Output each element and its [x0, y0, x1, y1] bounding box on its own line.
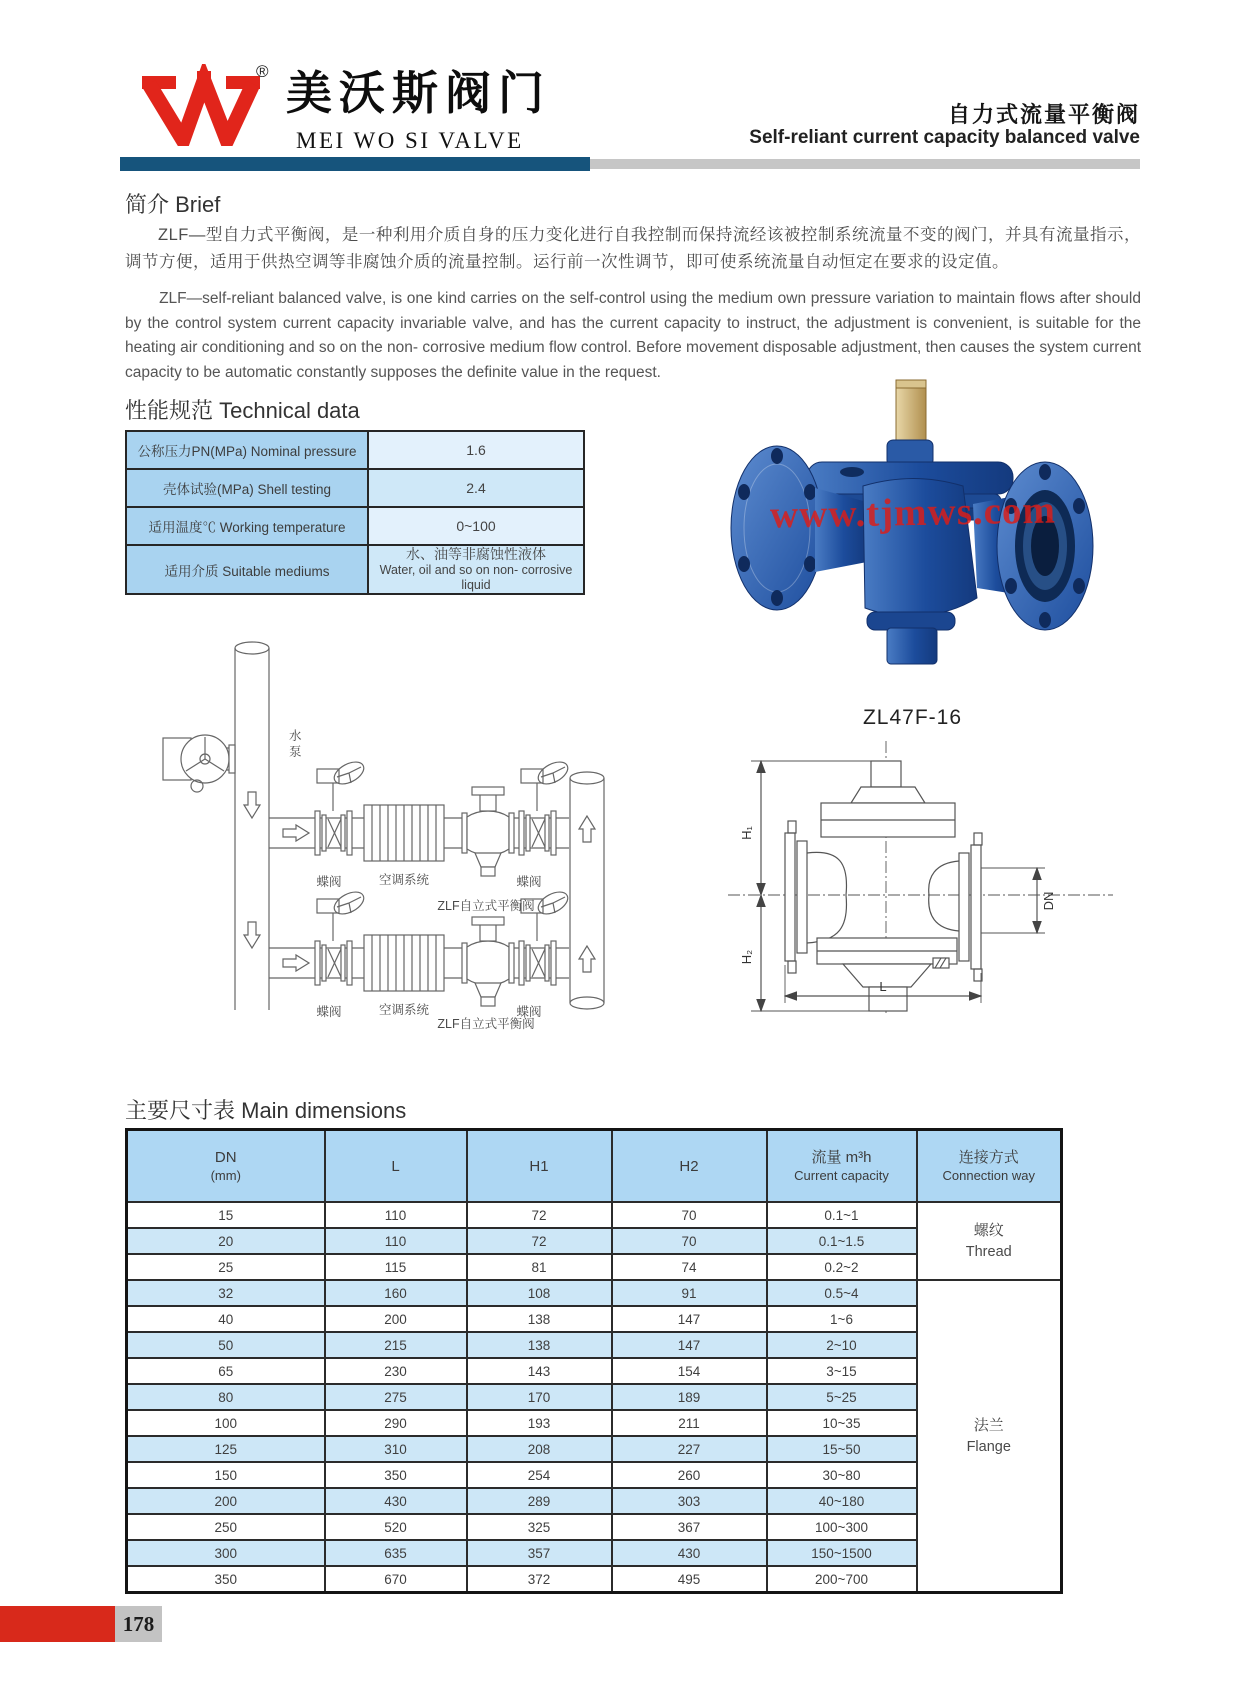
tech-label: 适用温度℃ Working temperature [126, 507, 368, 545]
dim-cell-h2: 260 [612, 1462, 767, 1488]
ac-system-label: 空调系统 [378, 1003, 430, 1017]
page-number: 178 [122, 1611, 155, 1636]
dim-cell-flow: 3~15 [767, 1358, 917, 1384]
dim-cell-l: 200 [325, 1306, 467, 1332]
butterfly-valve-label: 蝶阀 [316, 1005, 342, 1019]
dim-cell-l: 290 [325, 1410, 467, 1436]
dim-cell-dn: 100 [127, 1410, 325, 1436]
dim-l-label: L [879, 979, 887, 994]
dim-cell-flow: 15~50 [767, 1436, 917, 1462]
valve-model-label: ZL47F-16 [862, 706, 963, 729]
dim-cell-dn: 125 [127, 1436, 325, 1462]
dim-cell-h2: 91 [612, 1280, 767, 1306]
ac-system-label: 空调系统 [378, 873, 430, 887]
tech-value: 0~100 [368, 507, 584, 545]
installation-diagram [145, 618, 615, 1035]
dimensions-table-body [127, 1202, 1062, 1593]
connection-way-cell: 螺纹 Thread [917, 1202, 1062, 1280]
dim-cell-dn: 20 [127, 1228, 325, 1254]
dim-cell-h2: 147 [612, 1332, 767, 1358]
divider-gray-bar [590, 159, 1140, 169]
dim-cell-dn: 80 [127, 1384, 325, 1410]
dim-cell-h1: 372 [467, 1566, 612, 1593]
watermark-text: www.tjmws.com [769, 488, 1057, 537]
brief-heading: 简介 Brief [125, 192, 221, 217]
dim-column-header: L [325, 1130, 467, 1203]
brand-name-en: MEI WO SI VALVE [296, 128, 524, 153]
dim-cell-h1: 72 [467, 1228, 612, 1254]
dim-cell-dn: 40 [127, 1306, 325, 1332]
dimension-row [127, 1280, 1062, 1306]
brief-paragraph-cn: ZLF—型自力式平衡阀，是一种利用介质自身的压力变化进行自我控制而保持流经该被控制系统流量不变的阀门，并具有流量指示，调节方便，适用于供热空调等非腐蚀介质的流量控制。运行前一次性调节，即可使系统流量自动恒定在要求的设定值。 [125, 226, 1141, 271]
dim-cell-h1: 108 [467, 1280, 612, 1306]
dim-cell-flow: 5~25 [767, 1384, 917, 1410]
dim-cell-flow: 40~180 [767, 1488, 917, 1514]
dim-cell-dn: 300 [127, 1540, 325, 1566]
dim-cell-flow: 200~700 [767, 1566, 917, 1593]
tech-value-cn: 水、油等非腐蚀性液体 [406, 546, 546, 562]
page-title-en: Self-reliant current capacity balanced valve [749, 127, 1140, 148]
dim-cell-flow: 2~10 [767, 1332, 917, 1358]
dim-cell-h1: 254 [467, 1462, 612, 1488]
zlf-valve-label: ZLF自立式平衡阀 [437, 899, 535, 913]
dim-cell-h1: 357 [467, 1540, 612, 1566]
tech-value [368, 545, 584, 594]
dim-cell-flow: 0.5~4 [767, 1280, 917, 1306]
dim-cell-l: 110 [325, 1228, 467, 1254]
tech-value: 2.4 [368, 469, 584, 507]
dim-column-header: 流量 m³h Current capacity [767, 1130, 917, 1203]
dim-cell-h1: 143 [467, 1358, 612, 1384]
dim-cell-flow: 100~300 [767, 1514, 917, 1540]
dim-cell-h2: 70 [612, 1228, 767, 1254]
dim-cell-l: 160 [325, 1280, 467, 1306]
dim-cell-dn: 65 [127, 1358, 325, 1384]
butterfly-valve-label: 蝶阀 [516, 875, 542, 889]
dim-cell-h1: 81 [467, 1254, 612, 1280]
dim-cell-l: 350 [325, 1462, 467, 1488]
tech-row [126, 431, 584, 469]
dim-cell-dn: 32 [127, 1280, 325, 1306]
dim-cell-flow: 0.2~2 [767, 1254, 917, 1280]
dim-cell-h1: 325 [467, 1514, 612, 1540]
dim-cell-l: 110 [325, 1202, 467, 1228]
main-dimensions-table [125, 1128, 1063, 1594]
dim-cell-flow: 0.1~1 [767, 1202, 917, 1228]
technical-data-table [125, 430, 585, 595]
footer-red-bar [0, 1606, 115, 1642]
dim-cell-dn: 200 [127, 1488, 325, 1514]
dim-cell-dn: 50 [127, 1332, 325, 1358]
registered-trademark-icon: ® [256, 62, 269, 81]
tech-value-en: Water, oil and so on non- corrosive liquid [379, 563, 573, 592]
dim-column-header: H1 [467, 1130, 612, 1203]
dim-cell-dn: 350 [127, 1566, 325, 1593]
dim-cell-flow: 10~35 [767, 1410, 917, 1436]
brand-name-cn: 美沃斯阀门 [286, 68, 551, 119]
dimension-drawing [693, 733, 1138, 1023]
technical-data-heading: 性能规范 Technical data [125, 398, 360, 423]
dim-cell-l: 430 [325, 1488, 467, 1514]
butterfly-valve-label: 蝶阀 [316, 875, 342, 889]
header-divider [120, 157, 1140, 171]
dim-cell-dn: 15 [127, 1202, 325, 1228]
dim-column-header: H2 [612, 1130, 767, 1203]
pump-label-char1: 水 [289, 729, 302, 743]
page-number-box [115, 1606, 162, 1642]
dim-cell-flow: 0.1~1.5 [767, 1228, 917, 1254]
tech-row [126, 469, 584, 507]
connection-way-cell: 法兰 Flange [917, 1280, 1062, 1593]
divider-blue-bar [120, 157, 590, 171]
tech-label: 壳体试验(MPa) Shell testing [126, 469, 368, 507]
dim-h1-label: H₁ [739, 826, 754, 840]
tech-label: 公称压力PN(MPa) Nominal pressure [126, 431, 368, 469]
dimensions-header-row [127, 1130, 1062, 1203]
dim-cell-l: 230 [325, 1358, 467, 1384]
dim-cell-h2: 211 [612, 1410, 767, 1436]
dim-cell-l: 635 [325, 1540, 467, 1566]
pump-label-char2: 泵 [289, 745, 302, 759]
brief-paragraph-en: ZLF—self-reliant balanced valve, is one kind carries on the self-control using the medium own pressure variation to maintain flows after should by the control system current capacity invariable valve, and has the current capacity to instruct, the adjustment is convenient, is suitable for the heating air conditioning and so on the non- corrosive medium flow control. Before movement disposable adjustment, then causes the system current capacity to be automatic constantly supposes the definite value in the request. [125, 290, 1141, 381]
dimension-row [127, 1202, 1062, 1228]
dim-cell-l: 215 [325, 1332, 467, 1358]
dim-cell-l: 310 [325, 1436, 467, 1462]
dim-cell-l: 520 [325, 1514, 467, 1540]
butterfly-valve-label: 蝶阀 [516, 1005, 542, 1019]
dim-cell-h2: 147 [612, 1306, 767, 1332]
dim-cell-l: 115 [325, 1254, 467, 1280]
dim-column-header: 连接方式 Connection way [917, 1130, 1062, 1203]
dim-cell-flow: 30~80 [767, 1462, 917, 1488]
dim-cell-h1: 72 [467, 1202, 612, 1228]
dim-cell-h1: 193 [467, 1410, 612, 1436]
tech-row [126, 507, 584, 545]
dim-cell-h2: 70 [612, 1202, 767, 1228]
dim-cell-h1: 289 [467, 1488, 612, 1514]
dim-cell-h1: 170 [467, 1384, 612, 1410]
main-dimensions-heading: 主要尺寸表 Main dimensions [125, 1098, 407, 1123]
dim-h2-label: H₂ [739, 949, 754, 965]
dim-cell-h2: 495 [612, 1566, 767, 1593]
dim-cell-flow: 150~1500 [767, 1540, 917, 1566]
dim-cell-h2: 227 [612, 1436, 767, 1462]
tech-row [126, 545, 584, 594]
dim-cell-dn: 250 [127, 1514, 325, 1540]
dim-cell-l: 670 [325, 1566, 467, 1593]
dim-dn-label: DN [1041, 891, 1056, 911]
dim-cell-h1: 208 [467, 1436, 612, 1462]
dim-cell-l: 275 [325, 1384, 467, 1410]
zlf-valve-label: ZLF自立式平衡阀 [437, 1017, 535, 1030]
dim-cell-h2: 189 [612, 1384, 767, 1410]
dim-cell-h2: 154 [612, 1358, 767, 1384]
dim-cell-h2: 430 [612, 1540, 767, 1566]
dim-cell-dn: 150 [127, 1462, 325, 1488]
page-title-cn: 自力式流量平衡阀 [947, 102, 1140, 127]
dim-cell-h1: 138 [467, 1306, 612, 1332]
dim-column-header: DN (mm) [127, 1130, 325, 1203]
dim-cell-h2: 303 [612, 1488, 767, 1514]
dim-cell-h2: 74 [612, 1254, 767, 1280]
dim-cell-h2: 367 [612, 1514, 767, 1540]
dim-cell-flow: 1~6 [767, 1306, 917, 1332]
dim-cell-dn: 25 [127, 1254, 325, 1280]
brand-logo-mark [142, 64, 260, 151]
dim-cell-h1: 138 [467, 1332, 612, 1358]
tech-value: 1.6 [368, 431, 584, 469]
tech-label: 适用介质 Suitable mediums [126, 545, 368, 594]
